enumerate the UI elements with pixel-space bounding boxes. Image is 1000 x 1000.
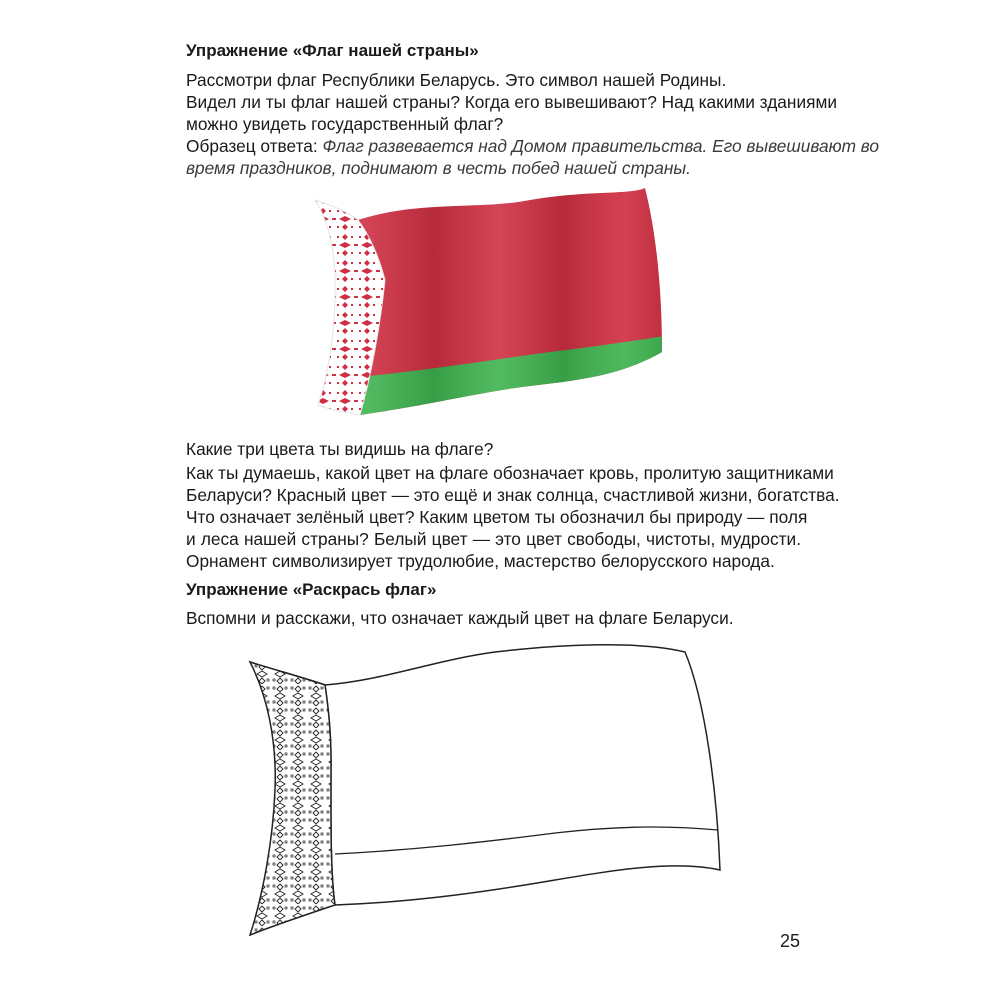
discussion-line-5: Орнамент символизирует трудолюбие, мастерство белорусского народа. [186, 551, 775, 571]
exercise-2-title: Упражнение «Раскрась флаг» [186, 580, 437, 599]
intro-line-1: Рассмотри флаг Республики Беларусь. Это символ нашей Родины. [186, 70, 727, 90]
exercise-1-title: Упражнение «Флаг нашей страны» [186, 41, 479, 60]
intro-line-2: Видел ли ты флаг нашей страны? Когда его вывешивают? Над какими зданиями [186, 92, 838, 112]
sample-answer-text-2: время праздников, поднимают в честь побед нашей страны. [186, 158, 691, 178]
page-number: 25 [780, 931, 801, 951]
discussion-line-4: и леса нашей страны? Белый цвет — это цвет свободы, чистоты, мудрости. [186, 529, 801, 549]
sample-answer-label: Образец ответа: [186, 136, 318, 156]
discussion-line-2: Беларуси? Красный цвет — это ещё и знак солнца, счастливой жизни, богатства. [186, 485, 840, 505]
exercise-1-text [186, 69, 880, 179]
belarus-flag-illustration [290, 180, 670, 425]
discussion-line-1: Как ты думаешь, какой цвет на флаге обозначает кровь, пролитую защитниками [186, 463, 834, 483]
sample-answer-line-1 [186, 135, 880, 157]
three-colors-question: Какие три цвета ты видишь на флаге? [186, 439, 494, 459]
discussion-text [186, 438, 840, 572]
discussion-line-3: Что означает зелёный цвет? Каким цветом ты обозначил бы природу — поля [186, 507, 808, 527]
sample-answer-text-1: Флаг развевается над Домом правительства. Его вывешивают во [317, 136, 880, 156]
exercise-2-text [186, 607, 826, 629]
intro-line-3: можно увидеть государственный флаг? [186, 114, 504, 134]
coloring-flag-outline [235, 640, 735, 940]
flag-ornament-outline [250, 662, 335, 935]
coloring-instruction: Вспомни и расскажи, что означает каждый цвет на флаге Беларуси. [186, 608, 734, 628]
